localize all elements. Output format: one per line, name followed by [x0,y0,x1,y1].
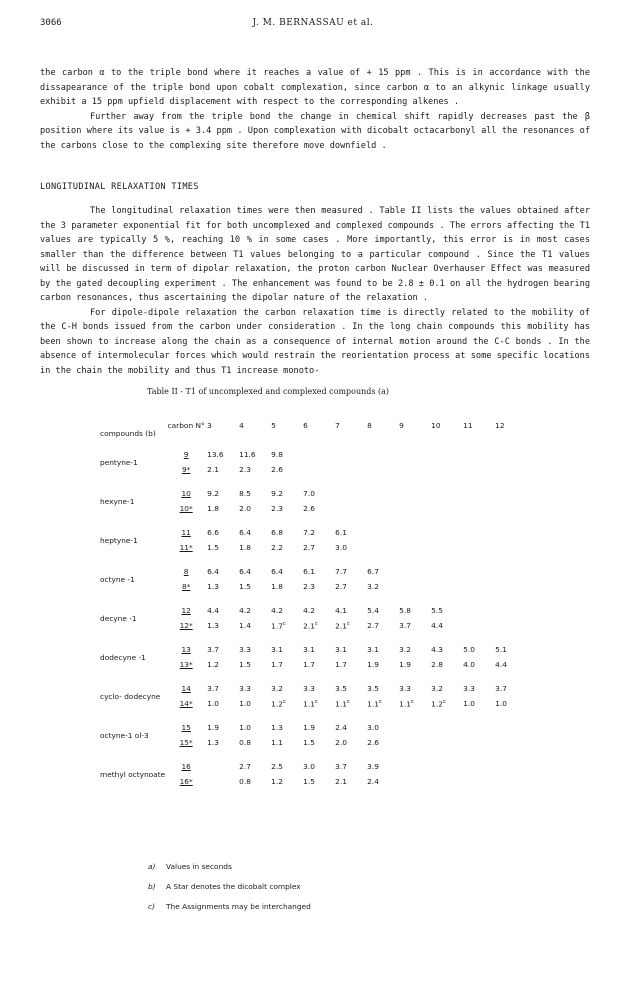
table-cell [335,462,367,477]
compound-number: 11 [181,528,191,537]
table-cell [431,540,463,555]
table-cell: 4.4 [495,660,507,669]
table-cell [207,774,239,789]
table-cell: 4.0 [463,660,475,669]
table-cell [463,618,495,633]
table-cell: 2.6 [367,738,379,747]
paragraph: For dipole-dipole relaxation the carbon relaxation time is directly related to the mobility of the C-H bonds issued from the carbon under consideration . In the long chain compounds this mobility has been shown to increase along the chain as a consequence of internal motion around the C-C bonds . In the absence of intermolecular forces which would restrain the reorientation process at some specific locations in the chain the mobility and thus T1 increase monoto- [40,307,590,376]
header-carbon: 5 [271,420,276,430]
compound-number: 14 [181,684,191,693]
header-carbon-number: carbon N° [167,420,205,430]
table-cell: 3.2 [399,645,411,654]
table-cell: 2.6 [271,465,283,474]
table-cell [303,447,335,462]
table-cell: 4.2 [271,606,283,615]
table-cell: 1.3 [207,738,219,747]
table-cell: 3.2 [271,684,283,693]
table-cell [463,501,495,516]
table-cell: 1.1$^c$ [399,698,414,709]
note-key: c) [148,902,155,911]
running-authors: J. M. BERNASSAU et al. [252,18,374,28]
table-cell [399,735,431,750]
table-cell: 3.7 [207,684,219,693]
table-cell: 3.0 [335,543,347,552]
table-cell [431,462,463,477]
table-cell [399,447,431,462]
table-cell: 5.1 [495,645,507,654]
table-cell: 5.0 [463,645,475,654]
table-cell: 2.3 [271,504,283,513]
table-cell: 4.4 [207,606,219,615]
table-caption: Table II - T1 of uncomplexed and complexed compounds (a) [147,387,390,396]
table-cell: 3.2 [367,582,379,591]
table-cell: 0.8 [239,738,251,747]
table-cell: 1.1$^c$ [303,698,318,709]
table-cell: 11.6 [239,450,256,459]
table-cell [399,501,431,516]
table-row [100,642,527,657]
table-cell: 1.1 [271,738,283,747]
table-cell: 1.5 [207,543,219,552]
table-cell: 1.7$^c$ [271,620,286,631]
table-cell [431,735,463,750]
table-cell: 1.0 [207,699,219,708]
table-cell: 2.7 [335,582,347,591]
relaxation-table [100,412,527,789]
table-cell [495,774,527,789]
table-cell: 6.1 [303,567,315,576]
table-cell: 6.7 [367,567,379,576]
table-cell [367,540,399,555]
paragraph: the carbon α to the triple bond where it reaches a value of + 15 ppm . This is in accordance with the dissapearance of the triple bond upon cobalt complexation, since carbon α to an alkynic linkage usually exhibit a 15 ppm upfield displacement with respect to the corresponding alkenes . [40,68,590,107]
header-carbon: 12 [495,420,505,430]
header-carbon: 10 [431,420,441,430]
table-cell [495,720,527,735]
table-cell [431,720,463,735]
table-cell: 1.5 [303,738,315,747]
table-cell [463,447,495,462]
table-cell: 6.6 [207,528,219,537]
table-cell: 3.0 [367,723,379,732]
table-cell [463,486,495,501]
table-cell: 2.1$^c$ [303,620,318,631]
table-cell [495,525,527,540]
compound-number: 10* [179,504,193,513]
table-cell: 3.1 [271,645,283,654]
table-cell [431,759,463,774]
table-cell [431,525,463,540]
table-cell: 4.3 [431,645,443,654]
table-cell: 1.7 [271,660,283,669]
table-cell: 6.1 [335,528,347,537]
compound-number: 12 [181,606,191,615]
table-cell [431,501,463,516]
table-cell [463,540,495,555]
table-cell [335,447,367,462]
compound-name: cyclo- dodecyne [100,691,161,701]
table-cell: 2.0 [239,504,251,513]
table-note [148,862,311,882]
table-cell: 2.3 [303,582,315,591]
table-cell: 2.7 [303,543,315,552]
table-cell: 1.2 [207,660,219,669]
table-cell [207,759,239,774]
table-cell [399,774,431,789]
compound-name: pentyne-1 [100,457,138,467]
table-cell: 1.2$^c$ [271,698,286,709]
table-cell: 3.3 [239,684,251,693]
compound-number: 13* [179,660,193,669]
table-cell [463,525,495,540]
note-text: Values in seconds [166,862,232,871]
table-cell: 9.8 [271,450,283,459]
table-cell: 13.6 [207,450,224,459]
table-cell: 3.0 [303,762,315,771]
table-cell: 1.8 [271,582,283,591]
body-text-bottom [40,204,590,378]
body-text-top [40,66,590,153]
header-carbon: 4 [239,420,244,430]
table-cell: 3.5 [367,684,379,693]
header-carbon: 6 [303,420,308,430]
compound-number: 15* [179,738,193,747]
table-cell: 1.7 [335,660,347,669]
table-cell: 2.6 [303,504,315,513]
table-cell [495,618,527,633]
table-cell: 4.1 [335,606,347,615]
table-cell: 2.0 [335,738,347,747]
table-cell: 3.3 [303,684,315,693]
table-cell: 6.4 [271,567,283,576]
table-cell: 3.2 [431,684,443,693]
compound-number: 11* [179,543,193,552]
table-row [100,525,527,540]
note-key: a) [148,862,156,871]
note-text: A Star denotes the dicobalt complex [166,882,301,891]
table-cell: 4.4 [431,621,443,630]
table-cell: 1.9 [303,723,315,732]
table-header-row [100,412,527,438]
table-cell [495,501,527,516]
table-cell [431,579,463,594]
table-cell: 1.9 [367,660,379,669]
compound-name: hexyne-1 [100,496,135,506]
table-cell: 7.7 [335,567,347,576]
table-cell: 3.5 [335,684,347,693]
table-cell [367,525,399,540]
table-cell: 6.4 [239,528,251,537]
table-row [100,759,527,774]
table-cell: 7.0 [303,489,315,498]
table-cell [463,462,495,477]
table-cell: 1.5 [239,660,251,669]
table-cell: 2.2 [271,543,283,552]
table-cell: 1.0 [463,699,475,708]
table-cell: 8.5 [239,489,251,498]
table-cell [399,579,431,594]
compound-number: 16* [179,777,193,786]
table-cell [463,564,495,579]
table-cell [463,603,495,618]
header-compounds: compounds (b) [100,429,156,438]
table-cell: 1.9 [207,723,219,732]
table-cell: 1.2 [271,777,283,786]
table-cell [431,774,463,789]
table-row [100,486,527,501]
table-cell: 3.7 [399,621,411,630]
table-cell: 6.4 [207,567,219,576]
table-cell: 3.7 [495,684,507,693]
table-cell: 2.7 [367,621,379,630]
table-cell [399,540,431,555]
compound-name: octyne-1 ol-3 [100,730,149,740]
table-cell [335,501,367,516]
table-row [100,681,527,696]
header-carbon: 3 [207,420,212,430]
table-cell: 7.2 [303,528,315,537]
table-cell: 2.1$^c$ [335,620,350,631]
table-cell: 1.8 [207,504,219,513]
compound-number: 12* [179,621,193,630]
table-cell: 2.1 [335,777,347,786]
table-cell: 3.1 [367,645,379,654]
table-cell: 9.2 [271,489,283,498]
table-cell [495,447,527,462]
table-cell: 5.4 [367,606,379,615]
header-carbon: 11 [463,420,473,430]
table-cell: 3.1 [303,645,315,654]
table-cell: 4.2 [303,606,315,615]
table-cell [431,564,463,579]
table-cell: 1.2$^c$ [431,698,446,709]
note-key: b) [148,882,156,891]
table-cell: 1.0 [239,723,251,732]
table-cell: 3.7 [335,762,347,771]
table-note [148,882,311,902]
table-cell [399,462,431,477]
table-cell: 6.4 [239,567,251,576]
table-cell: 2.8 [431,660,443,669]
table-cell [399,564,431,579]
compound-number: 8* [181,582,191,591]
table-cell: 1.4 [239,621,251,630]
compound-number: 8 [183,567,189,576]
table-cell [463,735,495,750]
table-cell [335,486,367,501]
compound-name: methyl octynoate [100,769,166,779]
table-cell [463,720,495,735]
table-cell: 1.9 [399,660,411,669]
table-row [100,720,527,735]
header-carbon: 8 [367,420,372,430]
table-cell [463,759,495,774]
table-cell [399,525,431,540]
compound-name: decyne -1 [100,613,137,623]
table-cell: 3.7 [207,645,219,654]
table-cell [431,447,463,462]
table-cell: 5.5 [431,606,443,615]
table-cell: 0.8 [239,777,251,786]
table-cell [495,540,527,555]
table-cell [367,501,399,516]
table-cell: 1.1$^c$ [367,698,382,709]
table-cell: 2.5 [271,762,283,771]
table-cell: 9.2 [207,489,219,498]
table-cell: 3.1 [335,645,347,654]
table-cell: 3.3 [463,684,475,693]
table-cell [367,486,399,501]
table-cell [367,447,399,462]
compound-number: 14* [179,699,193,708]
table-cell [495,735,527,750]
table-cell: 1.5 [239,582,251,591]
table-notes [148,862,311,922]
table-cell: 4.2 [239,606,251,615]
table-cell: 1.5 [303,777,315,786]
compound-number: 9* [181,465,191,474]
table-row [100,603,527,618]
table-cell [463,579,495,594]
table-cell [495,603,527,618]
table-cell [495,579,527,594]
section-title: LONGITUDINAL RELAXATION TIMES [40,182,199,192]
table-cell: 1.3 [207,582,219,591]
page-header [40,18,586,32]
table-cell: 2.3 [239,465,251,474]
compound-number: 16 [181,762,191,771]
table-note [148,902,311,922]
compound-number: 13 [181,645,191,654]
compound-name: octyne -1 [100,574,135,584]
compound-number: 9 [183,450,189,459]
table-cell: 3.9 [367,762,379,771]
compound-number: 10 [181,489,191,498]
table-cell: 2.4 [335,723,347,732]
compound-name: dodecyne -1 [100,652,146,662]
table-cell [495,486,527,501]
table-cell [399,759,431,774]
table-cell [463,774,495,789]
table-cell: 1.1$^c$ [335,698,350,709]
table-cell [367,462,399,477]
table-cell: 6.8 [271,528,283,537]
table-cell [431,486,463,501]
table-cell: 2.4 [367,777,379,786]
table-cell: 1.7 [303,660,315,669]
table-cell: 1.0 [239,699,251,708]
table-cell: 1.3 [271,723,283,732]
paragraph: Further away from the triple bond the change in chemical shift rapidly decreases past the β position where its value is + 3.4 ppm . Upon complexation with dicobalt octacarbonyl all the resonances of the carbons close to the complexing site therefore move downfield . [40,111,590,151]
table-row [100,447,527,462]
page-number: 3066 [40,18,62,28]
compound-name: heptyne-1 [100,535,138,545]
table-cell [399,720,431,735]
table-cell [303,462,335,477]
table-cell [495,759,527,774]
table-row [100,564,527,579]
table-cell: 2.7 [239,762,251,771]
paragraph: The longitudinal relaxation times were then measured . Table II lists the values obtained after the 3 parameter exponential fit for both uncomplexed and complexed compounds . The errors affecting the T1 values are typically 5 %, reaching 10 % in some cases . More importantly, this error is in most cases smaller than the difference between T1 values belonging to a particular compound . Since the T1 values will be discussed in term of dipolar relaxation, the proton carbon Nuclear Overhauser Effect was measured by the gated decoupling experiment . The enhancement was found to be 2.8 ± 0.1 on all the hydrogen bearing carbon resonances, thus ascertaining the dipolar nature of the relaxation . [40,206,590,303]
table-cell: 5.8 [399,606,411,615]
table-cell: 3.3 [399,684,411,693]
table-cell: 1.3 [207,621,219,630]
compound-number: 15 [181,723,191,732]
table-cell [495,462,527,477]
table-cell: 1.8 [239,543,251,552]
header-carbon: 9 [399,420,404,430]
table-cell: 1.0 [495,699,507,708]
table-cell [495,564,527,579]
table-cell: 2.1 [207,465,219,474]
table-cell [399,486,431,501]
header-carbon: 7 [335,420,340,430]
table-cell: 3.3 [239,645,251,654]
note-text: The Assignments may be interchanged [166,902,311,911]
